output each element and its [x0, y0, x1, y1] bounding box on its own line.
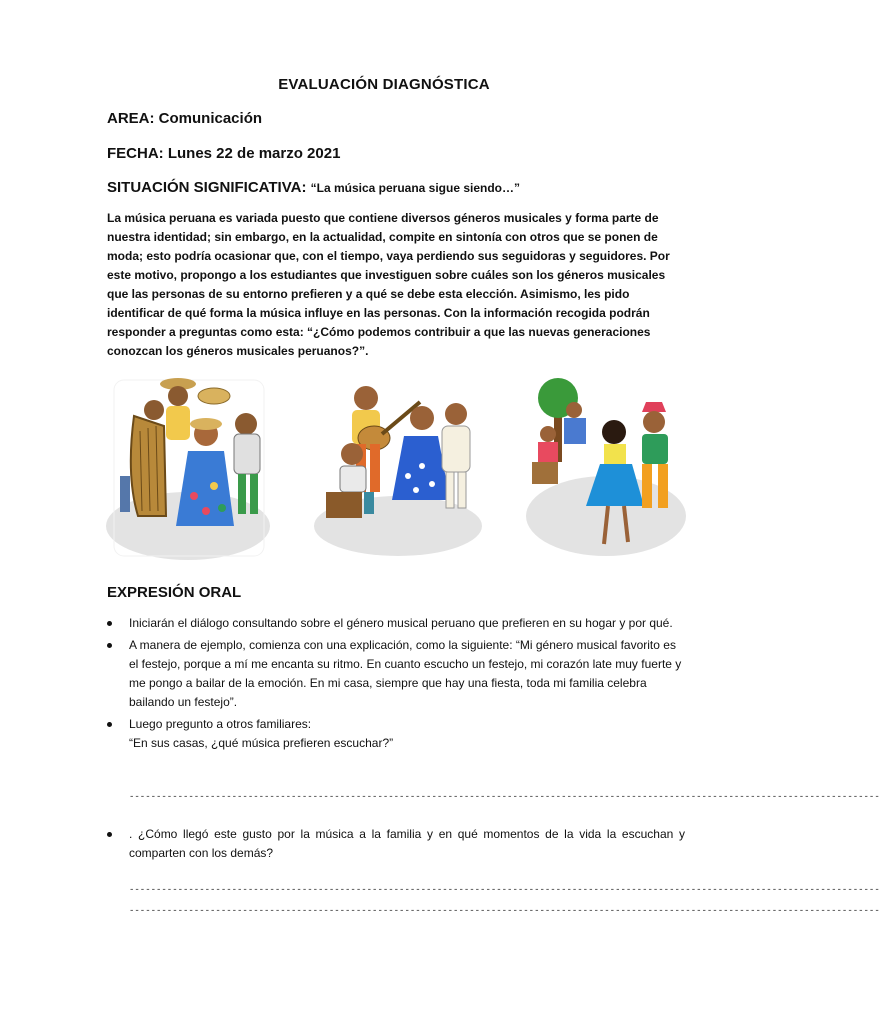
bullet-icon [107, 643, 112, 648]
list-item: A manera de ejemplo, comienza con una explicación, como la siguiente: “Mi género musical favorito es el festejo, porque a mí me encanta su ritmo. En cuanto escucho un festejo, mi corazón late muy fuerte y me pongo a bailar de la emoción. En mi casa, siempre que hay una fiesta, toda mi familia celebra bailando un festejo”. [107, 636, 685, 712]
section-title: EXPRESIÓN ORAL [107, 584, 242, 601]
fecha-label: FECHA: [107, 145, 164, 162]
bullet-icon [107, 621, 112, 626]
illustration-dancing-children [524, 376, 688, 562]
list-item: Iniciarán el diálogo consultando sobre el género musical peruano que prefieren en su hogar y por qué. [107, 614, 685, 633]
illustration-guitar-children [312, 376, 484, 562]
fecha-value: Lunes 22 de marzo 2021 [167, 145, 341, 162]
area-value: Comunicación [158, 110, 263, 127]
situacion-field [107, 179, 520, 196]
bullet-list-2 [107, 825, 685, 863]
question-text: “En sus casas, ¿qué música prefieren escuchar?” [129, 736, 394, 750]
situacion-value: “La música peruana sigue siendo…” [310, 181, 521, 195]
document-title: EVALUACIÓN DIAGNÓSTICA [278, 76, 490, 93]
fecha-field [107, 145, 340, 162]
intro-paragraph: La música peruana es variada puesto que contiene diversos géneros musicales y forma parte de nuestra identidad; sin embargo, en la actualidad, compite en sintonía con otros que se ponen de moda; esto podría ocasionar que, con el tiempo, vaya perdiendo sus seguidoras y seguidores. Por este motivo, propongo a los estudiantes que investiguen sobre cuáles son los géneros musicales que las personas de su entorno prefieren y a qué se debe esta elección. Asimismo, les pido identificar de qué forma la música influye en las personas. Con la información recogida podrán responder a preguntas como esta: “¿Cómo podemos contribuir a que las nuevas generaciones conozcan los géneros musicales peruanos?”. [107, 211, 670, 358]
answer-line: ------------------------------------------------------------------------------------------------------------------------------------------- [129, 906, 880, 916]
list-item: . ¿Cómo llegó este gusto por la música a la familia y en qué momentos de la vida la escuchan y comparten con los demás? [107, 825, 685, 863]
bullet-list [107, 614, 685, 753]
answer-line: ------------------------------------------------------------------------------------------------------------------------------------------- [129, 792, 880, 802]
area-label: AREA: [107, 110, 155, 127]
answer-line: ------------------------------------------------------------------------------------------------------------------------------------------- [129, 885, 880, 895]
bullet-icon [107, 832, 112, 837]
illustration-harp-children [106, 376, 271, 562]
bullet-icon [107, 722, 112, 727]
situacion-label: SITUACIÓN SIGNIFICATIVA: [107, 179, 307, 196]
area-field [107, 110, 262, 127]
list-item: Luego pregunto a otros familiares: “En sus casas, ¿qué música prefieren escuchar?” [107, 715, 685, 753]
